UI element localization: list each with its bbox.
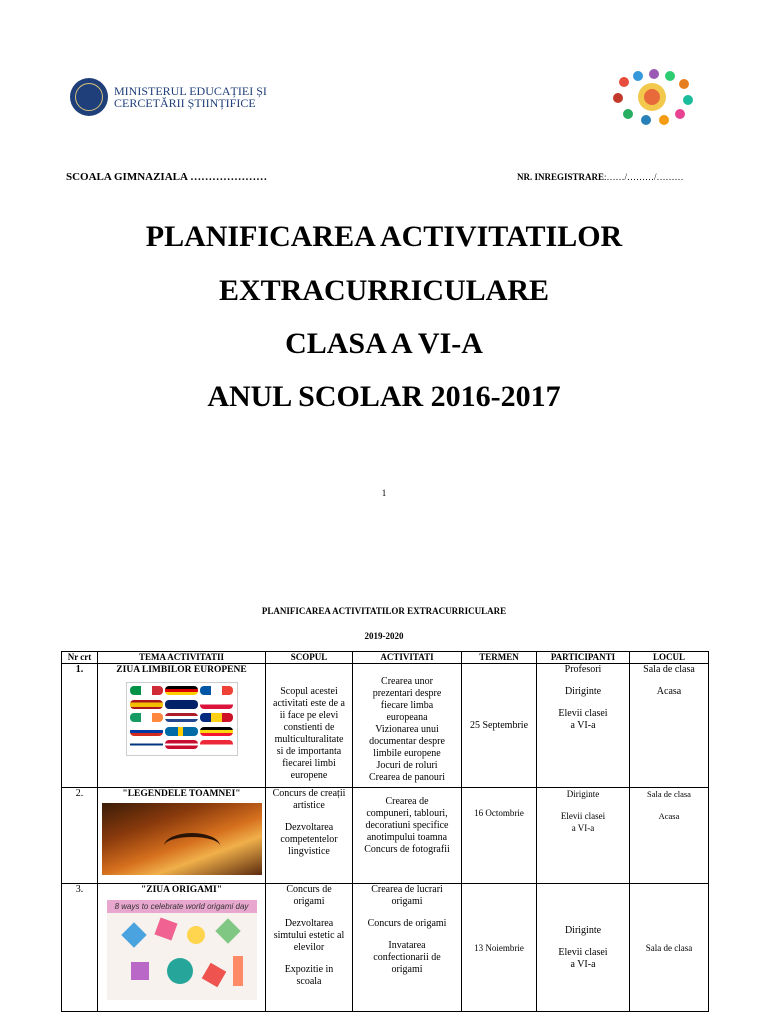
- purpose-line: multiculturalitate: [274, 734, 344, 745]
- purpose-line: ii face pe elevi: [279, 710, 339, 721]
- purpose-line: artistice: [293, 800, 325, 811]
- purpose-line: fiecarei limbi: [282, 758, 336, 769]
- purpose-cell: [266, 788, 353, 884]
- children-circle-icon: [604, 68, 700, 126]
- purpose-line: origami: [293, 896, 325, 907]
- ministry-name-line1: MINISTERUL EDUCAȚIEI ȘI: [114, 84, 267, 98]
- activity-line: Crearea de: [385, 796, 429, 807]
- deadline-cell: [462, 884, 537, 1012]
- activity-line: confectionarii de: [373, 952, 441, 963]
- activity-line: documentar despre: [369, 736, 445, 747]
- theme-cell: [98, 788, 266, 884]
- activity-line: Concurs de fotografii: [364, 844, 450, 855]
- row-number-text: 1.: [75, 664, 84, 675]
- registration-number: NR. INREGISTRARE:……/………/………: [517, 172, 684, 182]
- location-line: Acasa: [658, 811, 680, 821]
- activity-line: limbile europene: [373, 748, 441, 759]
- page-number: 1: [381, 488, 387, 498]
- ministry-seal-icon: [70, 78, 108, 116]
- purpose-line: europene: [290, 770, 328, 781]
- purpose-line: competentelor: [280, 834, 338, 845]
- participant-line: a VI-a: [570, 720, 596, 731]
- participant-line: Elevii clasei: [558, 946, 608, 958]
- activities-cell: [353, 664, 462, 788]
- participant-line: Elevii clasei: [558, 708, 608, 719]
- purpose-line: lingvistice: [288, 846, 330, 857]
- purpose-line: simtului estetic al: [273, 930, 345, 941]
- header-locul: LOCUL: [630, 652, 709, 664]
- purpose-line: activitati este de a: [273, 698, 345, 709]
- theme-cell: [98, 664, 266, 788]
- purpose-cell: [266, 884, 353, 1012]
- activity-line: Crearea unor: [381, 676, 433, 687]
- purpose-line: Dezvoltarea: [284, 822, 334, 833]
- location-line: Acasa: [656, 686, 682, 697]
- header-activitati: ACTIVITATI: [353, 652, 462, 664]
- purpose-line: Dezvoltarea: [284, 918, 334, 929]
- activities-cell: [353, 884, 462, 1012]
- deadline-text: 25 Septembrie: [469, 720, 529, 731]
- participant-line: Profesori: [564, 664, 602, 675]
- autumn-bridge-image: [102, 803, 262, 875]
- section-year: 2019-2020: [364, 631, 404, 641]
- activity-line: Invatarea: [388, 940, 426, 951]
- title-line-1: PLANIFICAREA ACTIVITATILOR: [145, 220, 623, 253]
- title-line-2: EXTRACURRICULARE: [218, 274, 550, 307]
- school-name: SCOALA GIMNAZIALA …………………: [66, 171, 268, 183]
- participants-cell: [537, 788, 630, 884]
- participant-line: Elevii clasei: [560, 811, 606, 821]
- european-flags-image: [126, 682, 238, 756]
- ministry-name-line2: CERCETĂRII ȘTIINȚIFICE: [114, 96, 256, 110]
- activity-line: Crearea de panouri: [368, 772, 446, 783]
- theme-title: "LEGENDELE TOAMNEI": [122, 789, 241, 799]
- purpose-line: Scopul acestei: [280, 686, 338, 697]
- participant-line: Diriginte: [566, 789, 600, 799]
- origami-banner: 8 ways to celebrate world origami day: [107, 900, 257, 913]
- activity-line: origami: [391, 964, 423, 975]
- header-scopul: SCOPUL: [266, 652, 353, 664]
- purpose-line: scoala: [296, 976, 322, 987]
- activity-line: fiecare limba: [380, 700, 434, 711]
- location-cell: [630, 788, 709, 884]
- registration-value: ……/………/………: [606, 172, 684, 182]
- activity-line: europeana: [386, 712, 428, 723]
- purpose-line: elevilor: [293, 942, 325, 953]
- section-title: PLANIFICAREA ACTIVITATILOR EXTRACURRICULARE: [261, 606, 507, 616]
- table-header-row: [62, 652, 709, 664]
- header-participanti: PARTICIPANTI: [537, 652, 630, 664]
- deadline-cell: [462, 788, 537, 884]
- activity-line: prezentari despre: [372, 688, 442, 699]
- location-cell: [630, 884, 709, 1012]
- participant-line: Diriginte: [564, 924, 602, 936]
- row-number: [62, 884, 98, 1012]
- header-tema: TEMA ACTIVITATII: [98, 652, 266, 664]
- activities-cell: [353, 788, 462, 884]
- table-row: [62, 884, 709, 1012]
- participant-line: a VI-a: [570, 958, 596, 970]
- location-line: Sala de clasa: [647, 789, 691, 799]
- activity-line: decoratiuni specifice: [365, 820, 449, 831]
- purpose-line: Concurs de creații: [272, 788, 346, 799]
- theme-title: "ZIUA ORIGAMI": [140, 885, 222, 895]
- activity-line: compuneri, tablouri,: [366, 808, 448, 819]
- location-cell: [630, 664, 709, 788]
- deadline-text: 13 Noiembrie: [474, 942, 524, 953]
- activities-table: [61, 651, 709, 1012]
- participant-line: Diriginte: [564, 686, 602, 697]
- purpose-line: Concurs de: [286, 884, 332, 895]
- header-nr: Nr crt: [62, 652, 98, 664]
- theme-title: ZIUA LIMBILOR EUROPENE: [116, 665, 247, 675]
- row-number: [62, 788, 98, 884]
- activity-line: Crearea de lucrari: [371, 884, 443, 895]
- activity-line: Concurs de origami: [367, 918, 447, 929]
- location-line: Sala de clasa: [643, 664, 695, 675]
- purpose-line: constienti de: [283, 722, 335, 733]
- purpose-line: Expozitie in: [284, 964, 334, 975]
- row-number: [62, 664, 98, 788]
- title-line-3: CLASA A VI-A: [285, 327, 483, 360]
- table-row: [62, 788, 709, 884]
- row-number-text: 3.: [75, 884, 84, 895]
- purpose-line: si de importanta: [276, 746, 342, 757]
- ministry-name: [114, 85, 267, 109]
- ministry-logo: [70, 78, 267, 116]
- purpose-cell: [266, 664, 353, 788]
- row-number-text: 2.: [75, 788, 84, 799]
- theme-cell: [98, 884, 266, 1012]
- origami-image: [107, 900, 257, 1000]
- activity-line: origami: [391, 896, 423, 907]
- location-line: Sala de clasa: [645, 942, 693, 953]
- title-line-4: ANUL SCOLAR 2016-2017: [207, 380, 561, 413]
- activity-line: Jocuri de roluri: [376, 760, 438, 771]
- table-row: [62, 664, 709, 788]
- participant-line: a VI-a: [571, 823, 595, 833]
- registration-label: NR. INREGISTRARE: [517, 172, 605, 182]
- participants-cell: [537, 884, 630, 1012]
- header-termen: TERMEN: [462, 652, 537, 664]
- activity-line: Vizionarea unui: [375, 724, 439, 735]
- activity-line: anotimpului toamna: [366, 832, 448, 843]
- participants-cell: [537, 664, 630, 788]
- deadline-text: 16 Octombrie: [474, 808, 524, 818]
- deadline-cell: [462, 664, 537, 788]
